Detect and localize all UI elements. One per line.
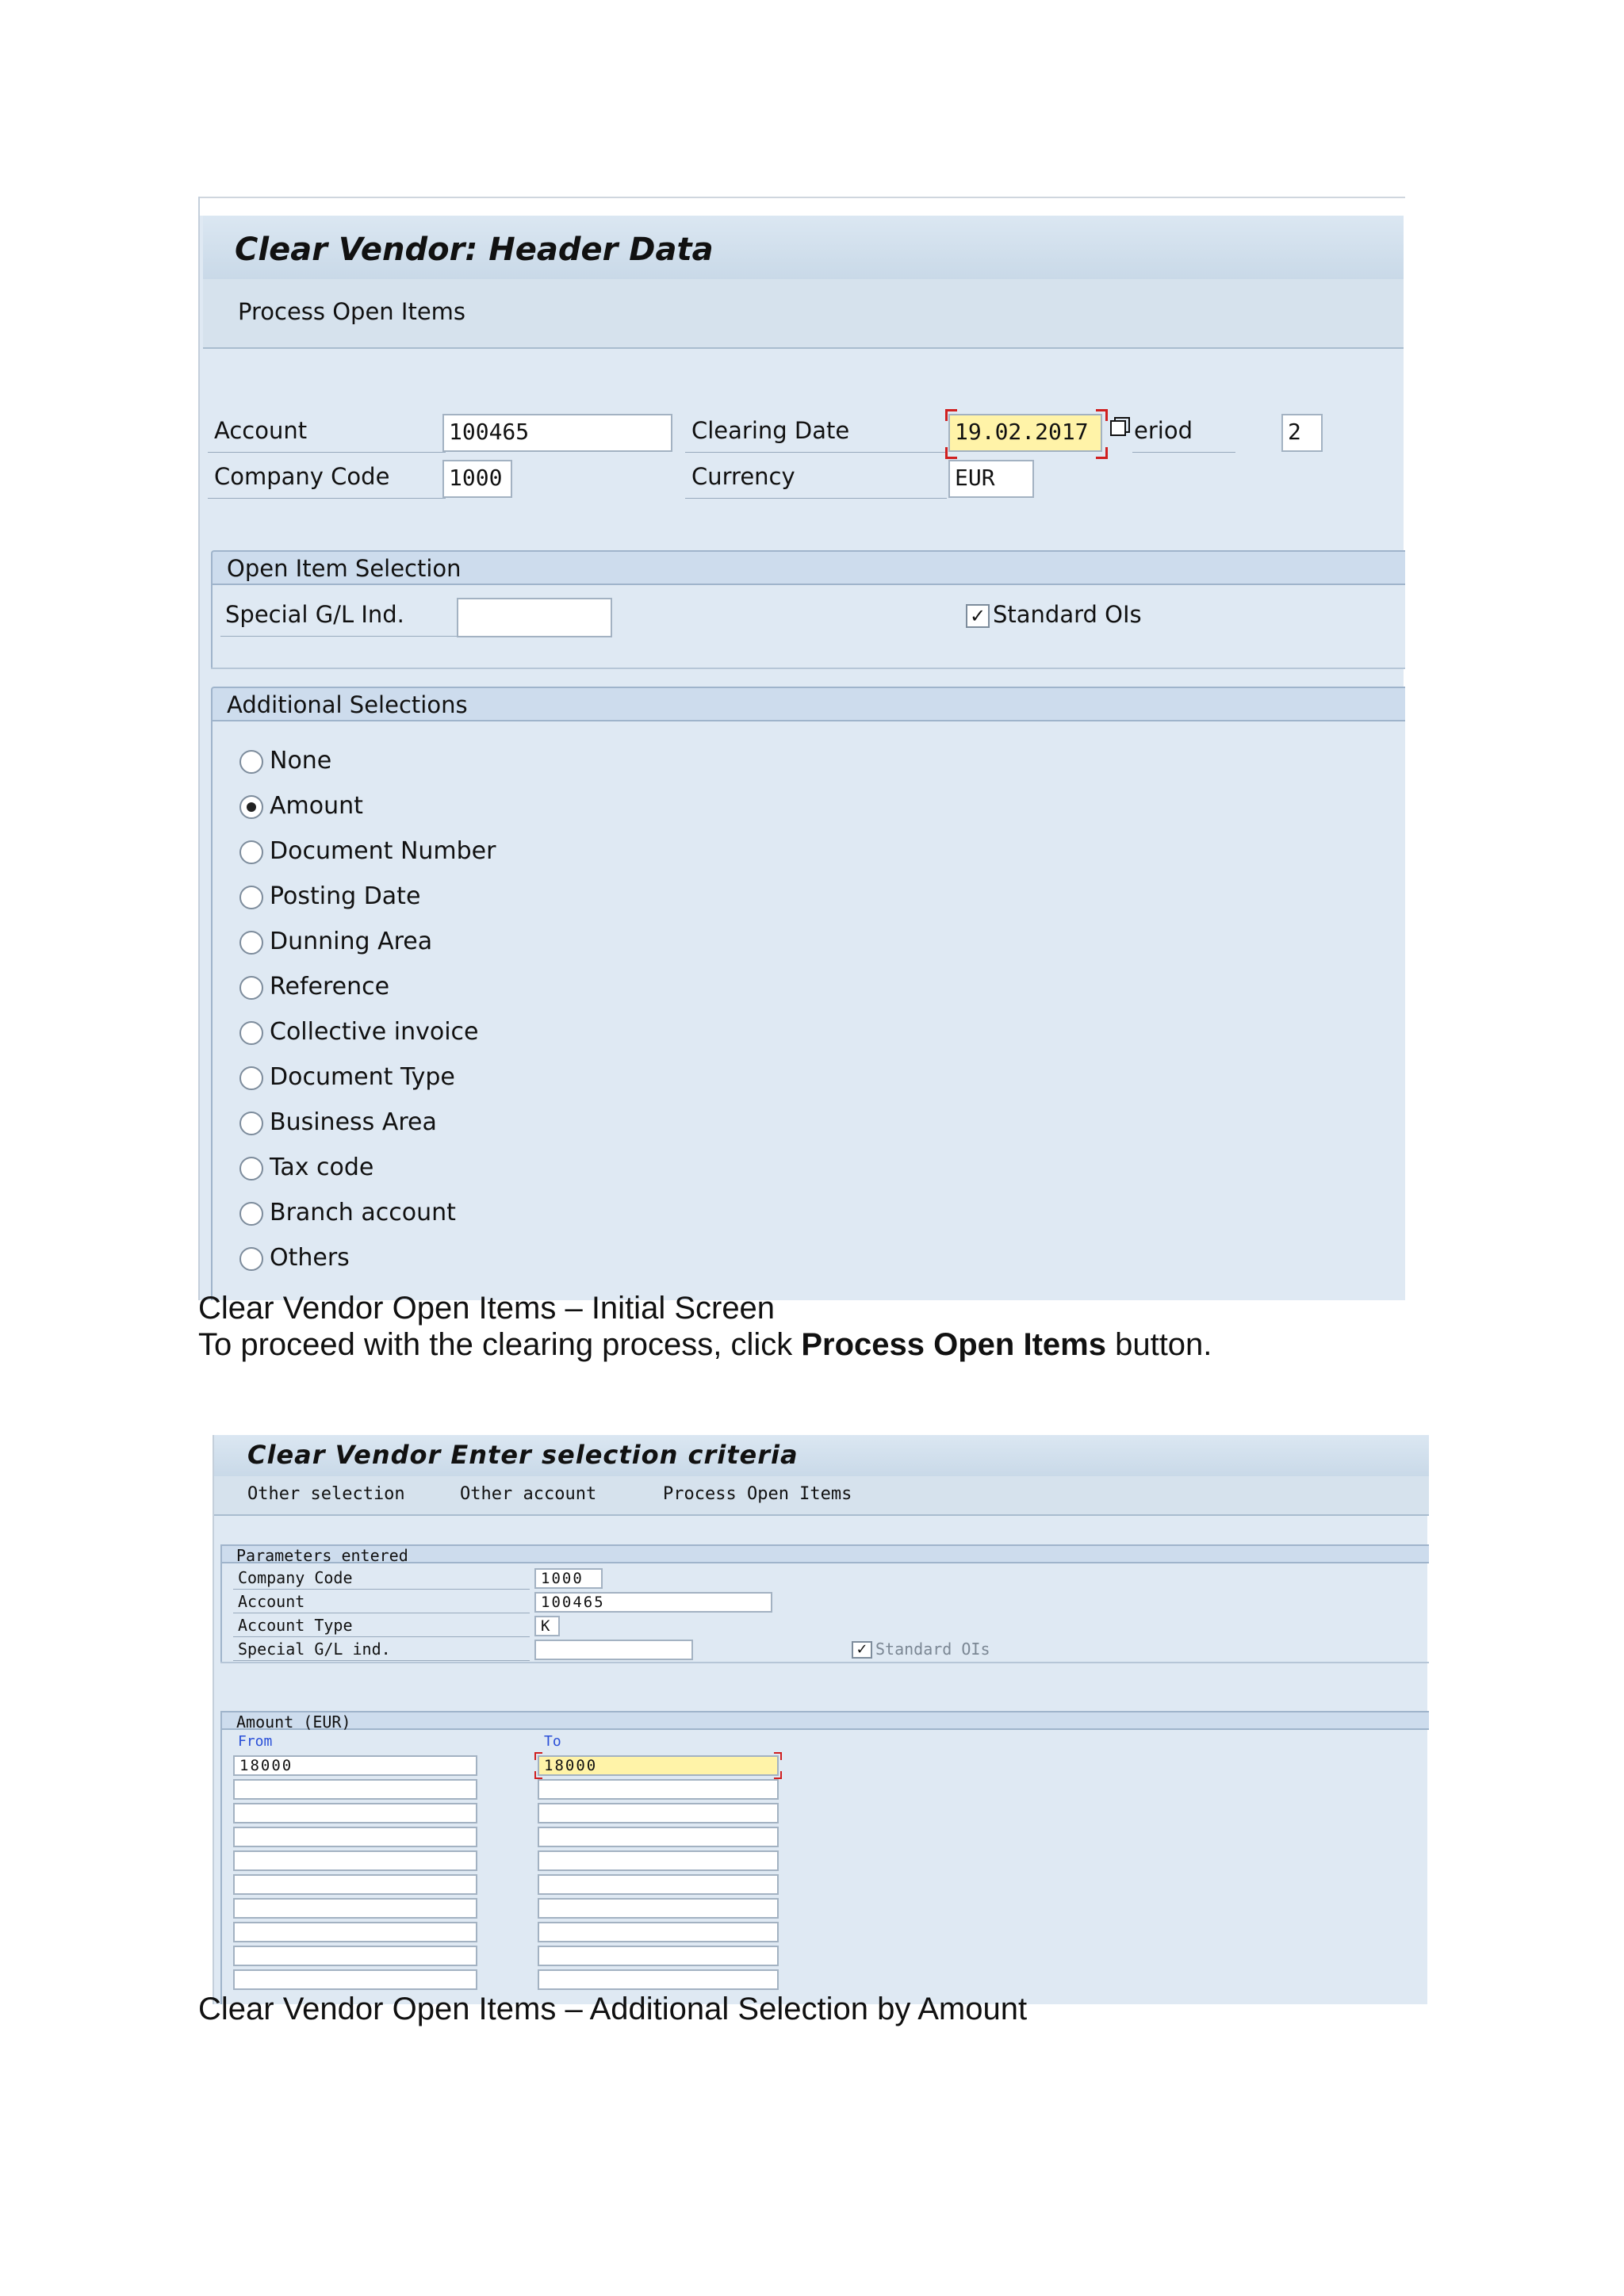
clearing-date-label: Clearing Date [691,417,850,444]
amount-to-field[interactable]: 18000 [538,1755,779,1776]
divider [1132,452,1235,453]
divider [208,452,446,453]
from-column-header: From [238,1733,273,1750]
group-header [220,1711,1429,1730]
company-code-label: Company Code [214,463,390,490]
radio-label: Reference [270,973,390,1001]
radio-dunning-area[interactable] [239,931,263,955]
focus-corner [534,1752,542,1760]
process-open-items-button[interactable]: Process Open Items [238,298,466,325]
process-open-items-button[interactable]: Process Open Items [663,1484,852,1504]
standard-ois-checkbox: ✓ [852,1641,872,1659]
page-title: Clear Vendor: Header Data [235,232,714,268]
company-code-label: Company Code [238,1568,353,1587]
radio-reference[interactable] [239,976,263,1000]
group-header [220,1544,1429,1563]
radio-branch-account[interactable] [239,1202,263,1226]
divider [220,1730,222,2004]
caption-additional-selection: Clear Vendor Open Items – Additional Selection by Amount [198,1992,1028,2026]
amount-from-field[interactable] [233,1922,477,1942]
caption-text: To proceed with the clearing process, click [198,1327,802,1362]
page-title: Clear Vendor Enter selection criteria [247,1440,799,1470]
divider [233,1660,530,1661]
radio-document-number[interactable] [239,840,263,864]
amount-to-field[interactable] [538,1779,779,1800]
gap [200,198,1405,216]
focus-corner [945,447,957,459]
radio-label: Dunning Area [270,928,433,955]
amount-from-field[interactable] [233,1898,477,1919]
group-title: Parameters entered [236,1546,408,1565]
account-label: Account [238,1592,305,1611]
focus-corner [1096,409,1108,421]
focus-corner [534,1771,542,1779]
application-toolbar [214,1476,1429,1516]
special-gl-field [534,1640,693,1660]
amount-to-field[interactable] [538,1922,779,1942]
special-gl-label: Special G/L ind. [238,1640,391,1659]
amount-to-field[interactable] [538,1874,779,1895]
period-label: eriod [1134,417,1193,444]
radio-amount[interactable] [239,795,263,819]
standard-ois-label: Standard OIs [875,1640,990,1659]
other-selection-button[interactable]: Other selection [247,1484,405,1504]
radio-collective-invoice[interactable] [239,1021,263,1045]
amount-to-field[interactable] [538,1803,779,1823]
additional-selections-group [211,687,1405,1300]
calendar-icon[interactable] [1109,415,1132,439]
amount-group [220,1711,1429,2004]
radio-label: Others [270,1244,350,1272]
divider [685,498,947,499]
standard-ois-checkbox[interactable]: ✓ [966,604,990,628]
account-type-label: Account Type [238,1616,353,1635]
company-code-field: 1000 [534,1568,603,1589]
special-gl-field[interactable] [457,598,612,637]
amount-from-field[interactable] [233,1874,477,1895]
radio-posting-date[interactable] [239,886,263,909]
radio-label: Document Type [270,1063,455,1091]
radio-label: None [270,747,332,775]
company-code-field[interactable]: 1000 [442,460,512,498]
radio-label: Tax code [270,1154,374,1181]
caption-instruction [198,1327,1212,1363]
radio-label: Posting Date [270,882,421,910]
radio-document-type[interactable] [239,1066,263,1090]
account-label: Account [214,417,308,444]
divider [220,1563,222,1663]
title-bar [214,1435,1429,1476]
amount-from-field[interactable] [233,1779,477,1800]
group-header [211,550,1405,585]
radio-none[interactable] [239,750,263,774]
focus-corner [774,1771,782,1779]
divider [685,452,947,453]
radio-label: Branch account [270,1199,456,1226]
divider [211,668,1405,669]
caption-text: button. [1105,1327,1212,1362]
radio-label: Business Area [270,1108,437,1136]
standard-ois-label: Standard OIs [993,601,1142,628]
clearing-date-field[interactable]: 19.02.2017 [948,414,1102,452]
amount-from-field[interactable] [233,1850,477,1871]
amount-to-field[interactable] [538,1850,779,1871]
divider [208,498,446,499]
group-title: Additional Selections [227,691,468,718]
radio-label: Collective invoice [270,1018,479,1046]
application-toolbar [203,279,1404,349]
currency-label: Currency [691,463,795,490]
amount-from-field[interactable] [233,1827,477,1847]
currency-field[interactable]: EUR [948,460,1034,498]
amount-from-field[interactable] [233,1946,477,1966]
divider [233,1636,530,1637]
special-gl-label: Special G/L Ind. [225,601,404,628]
account-field: 100465 [534,1592,772,1613]
screenshot-header-data [198,197,1404,1300]
focus-corner [945,409,957,421]
amount-from-field[interactable]: 18000 [233,1755,477,1776]
divider [220,1662,1429,1663]
radio-label: Amount [270,792,363,820]
open-item-selection-group [211,550,1405,669]
radio-tax-code[interactable] [239,1157,263,1181]
parameters-group [220,1544,1429,1663]
group-title: Open Item Selection [227,555,462,582]
focus-corner [1096,447,1108,459]
focus-corner [774,1752,782,1760]
group-header [211,687,1405,721]
radio-business-area[interactable] [239,1112,263,1135]
amount-to-field[interactable] [538,1969,779,1990]
amount-from-field[interactable] [233,1969,477,1990]
screenshot-selection-criteria [213,1435,1427,2004]
radio-label: Document Number [270,837,496,865]
amount-to-field[interactable] [538,1898,779,1919]
divider [211,585,213,669]
group-title: Amount (EUR) [236,1712,351,1732]
radio-others[interactable] [239,1247,263,1271]
divider [211,721,213,1300]
amount-to-field[interactable] [538,1827,779,1847]
to-column-header: To [544,1733,561,1750]
account-type-field: K [534,1616,560,1636]
title-bar [203,216,1404,280]
divider [233,1589,530,1590]
other-account-button[interactable]: Other account [460,1484,597,1504]
divider [220,636,458,637]
caption-initial-screen: Clear Vendor Open Items – Initial Screen [198,1291,776,1326]
amount-to-field[interactable] [538,1946,779,1966]
caption-bold: Process Open Items [801,1327,1106,1362]
period-field[interactable]: 2 [1281,414,1323,452]
account-field[interactable]: 100465 [442,414,672,452]
amount-from-field[interactable] [233,1803,477,1823]
